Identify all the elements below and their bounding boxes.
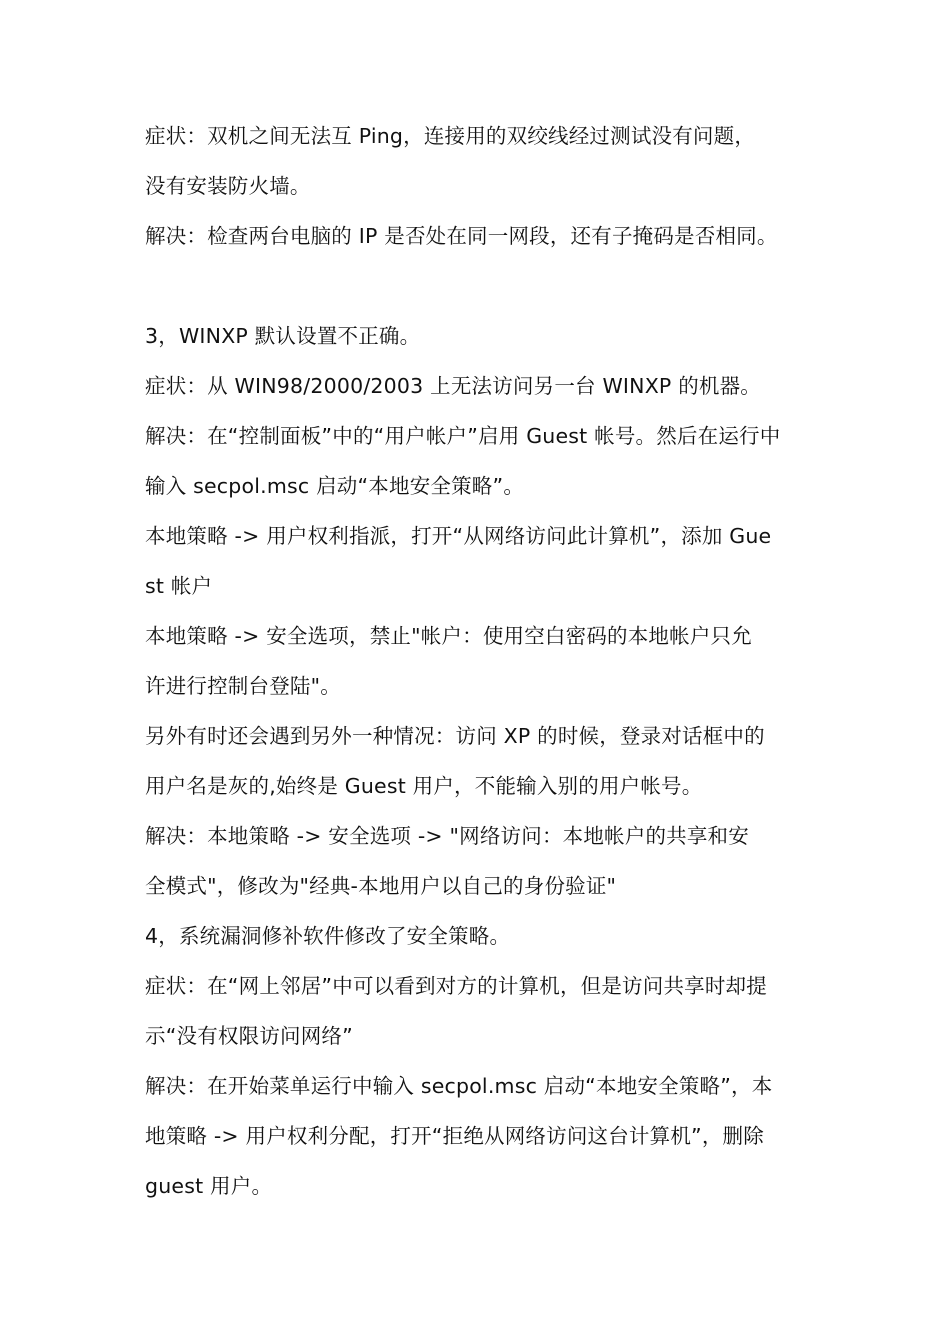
text-line: 示“没有权限访问网络”: [145, 1024, 353, 1048]
text-line: 症状：从 WIN98/2000/2003 上无法访问另一台 WINXP 的机器。: [145, 374, 762, 398]
text-line: 解决：在“控制面板”中的“用户帐户”启用 Guest 帐号。然后在运行中: [145, 424, 781, 448]
text-line: 许进行控制台登陆"。: [145, 674, 341, 698]
section-heading: 3，WINXP 默认设置不正确。: [145, 324, 421, 348]
text-line: guest 用户。: [145, 1174, 273, 1198]
text-line: 解决：在开始菜单运行中输入 secpol.msc 启动“本地安全策略”，本: [145, 1074, 773, 1098]
text-line: 解决：检查两台电脑的 IP 是否处在同一网段，还有子掩码是否相同。: [145, 224, 778, 248]
text-line: 另外有时还会遇到另外一种情况：访问 XP 的时候，登录对话框中的: [145, 724, 765, 748]
text-line: 输入 secpol.msc 启动“本地安全策略”。: [145, 474, 525, 498]
text-line: 本地策略 -> 安全选项，禁止"帐户：使用空白密码的本地帐户只允: [145, 624, 752, 648]
text-line: st 帐户: [145, 574, 213, 598]
text-line: 解决：本地策略 -> 安全选项 -> "网络访问：本地帐户的共享和安: [145, 824, 749, 848]
text-line: 全模式"，修改为"经典-本地用户以自己的身份验证": [145, 874, 617, 898]
text-line: 症状：在“网上邻居”中可以看到对方的计算机，但是访问共享时却提: [145, 974, 767, 998]
text-line: 没有安装防火墙。: [145, 174, 311, 198]
text-line: 地策略 -> 用户权利分配，打开“拒绝从网络访问这台计算机”，删除: [145, 1124, 764, 1148]
text-line: 用户名是灰的,始终是 Guest 用户，不能输入别的用户帐号。: [145, 774, 703, 798]
text-line: 本地策略 -> 用户权利指派，打开“从网络访问此计算机”，添加 Gue: [145, 524, 772, 548]
text-line: 症状：双机之间无法互 Ping，连接用的双绞线经过测试没有问题，: [145, 124, 756, 148]
section-heading: 4，系统漏洞修补软件修改了安全策略。: [145, 924, 511, 948]
